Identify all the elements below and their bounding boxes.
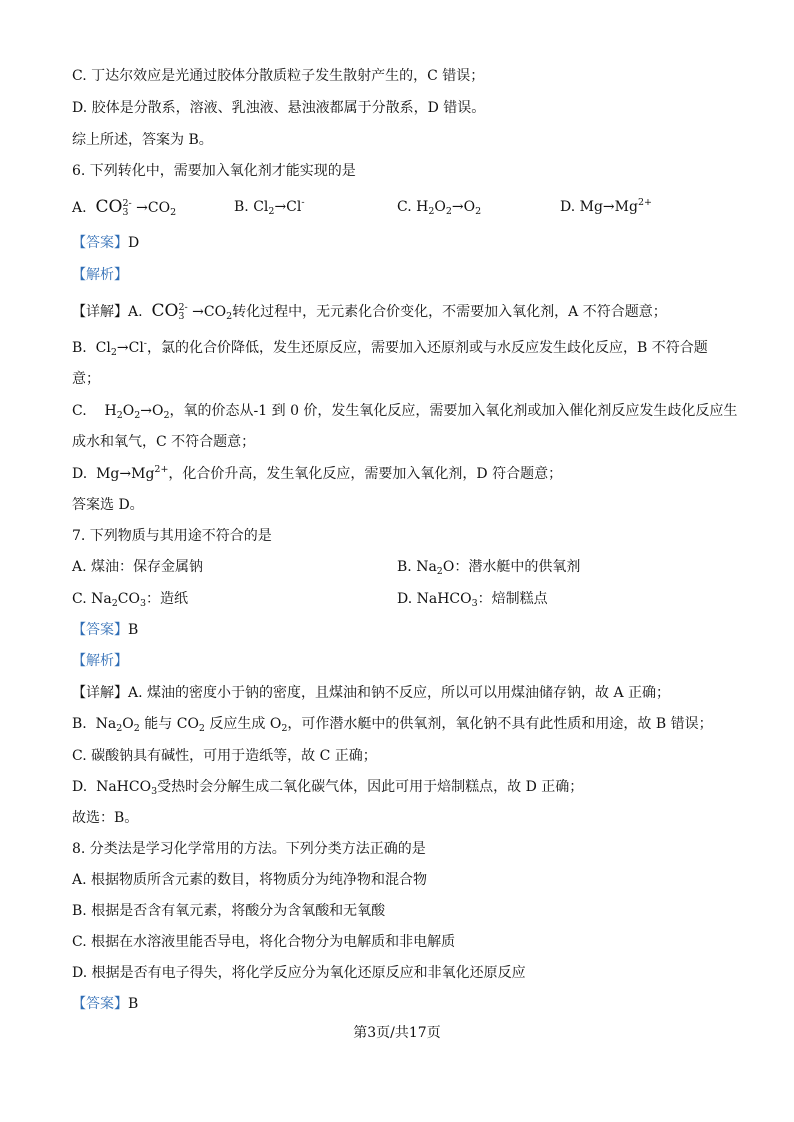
answer-line <box>72 620 722 640</box>
text-line: 意； <box>72 371 100 387</box>
detail-text: ，化合价升高，发生氧化反应，需要加入氧化剂，D 符合题意； <box>168 466 563 482</box>
option-b: B. 根据是否含有氧元素，将酸分为含氧酸和无氧酸 <box>72 903 386 919</box>
text-line: C. 丁达尔效应是光通过胶体分散质粒子发生散射产生的，C 错误； <box>72 68 485 84</box>
analysis-tag: 【解析】 <box>72 267 128 283</box>
text-line: D. 胶体是分散系，溶液、乳浊液、悬浊液都属于分散系，D 错误。 <box>72 100 486 116</box>
question-7: 7. 下列物质与其用途不符合的是 <box>72 528 272 544</box>
detail-tag: 【详解】 <box>72 304 128 320</box>
answer-value: B <box>128 996 139 1012</box>
detail-line <box>72 683 722 703</box>
detail-line: B. $Na_2O_2$ 能与 $CO_2$ 反应生成 $O_2$，可作潜水艇中的供氧剂，氧化钠不具有此性质和用途，故 B 错误； <box>72 716 713 734</box>
answer-line <box>72 233 722 253</box>
question-6: 6. 下列转化中，需要加入氧化剂才能实现的是 <box>72 163 356 179</box>
option-a: A. 煤油：保存金属钠 <box>72 559 204 575</box>
detail-line: D. $Mg\to Mg^{2+}$，化合价升高，发生氧化反应，需要加入氧化剂，D 符合题意； <box>72 464 563 482</box>
detail-text: 受热时会分解生成二氧化碳气体，因此可用于焙制糕点，故 D 正确； <box>157 779 584 795</box>
option-b: B. $Cl_2\to Cl^-$ <box>234 197 305 217</box>
detail-line: 【详解】A. $CO_3^{2-} \to CO_2$转化过程中，无元素化合价变化，不需要加入氧化剂，A 不符合题意； <box>72 301 667 322</box>
text-line: 故选：B。 <box>72 810 139 826</box>
detail-text: ，氧的价态从-1 到 0 价，发生氧化反应，需要加入氧化剂或加入催化剂反应发生歧化反应生 <box>169 403 738 419</box>
text-line: 答案选 D。 <box>72 497 144 513</box>
detail-text: ，氯的化合价降低，发生还原反应，需要加入还原剂或与水反应发生歧化反应，B 不符合题 <box>147 340 708 356</box>
option-a: A. 根据物质所含元素的数目，将物质分为纯净物和混合物 <box>72 872 428 888</box>
question-6-options <box>72 197 722 219</box>
option-text: ：潜水艇中的供氧剂 <box>454 559 581 575</box>
answer-line <box>72 994 722 1014</box>
option-c: C. 根据在水溶液里能否导电，将化合物分为电解质和非电解质 <box>72 934 456 950</box>
answer-value: B <box>128 622 139 638</box>
detail-line: C. $H_2O_2\to O_2$，氧的价态从-1 到 0 价，发生氧化反应，需要加入氧化剂或加入催化剂反应发生歧化反应生 <box>72 403 738 421</box>
answer-tag: 【答案】 <box>72 996 128 1012</box>
detail-text: A. 煤油的密度小于钠的密度，且煤油和钠不反应，所以可以用煤油储存钠，故 A 正确； <box>128 685 671 701</box>
text-line: 成水和氧气，C 不符合题意； <box>72 434 256 450</box>
question-8: 8. 分类法是学习化学常用的方法。下列分类方法正确的是 <box>72 841 426 857</box>
option-d: D. $Mg\to Mg^{2+}$ <box>560 197 652 215</box>
page-footer: 第3页/共17页 <box>353 1025 441 1041</box>
option-text: ：造纸 <box>146 591 189 607</box>
detail-line: C. 碳酸钠具有碱性，可用于造纸等，故 C 正确； <box>72 748 377 764</box>
answer-value: D <box>128 235 140 251</box>
text-line: 综上所述，答案为 B。 <box>72 132 213 148</box>
answer-tag: 【答案】 <box>72 622 128 638</box>
answer-tag: 【答案】 <box>72 235 128 251</box>
option-d: D. NaHCO$_3$：焙制糕点 <box>397 591 548 609</box>
analysis-tag: 【解析】 <box>72 653 128 669</box>
detail-line: D. NaHCO$_3$受热时会分解生成二氧化碳气体，因此可用于焙制糕点，故 D 正确； <box>72 779 584 797</box>
detail-text: 转化过程中，无元素化合价变化，不需要加入氧化剂，A 不符合题意； <box>232 304 667 320</box>
option-c: C. $H_2O_2\to O_2$ <box>397 199 482 217</box>
option-d: D. 根据是否有电子得失，将化学反应分为氧化还原反应和非氧化还原反应 <box>72 965 526 981</box>
option-a: A. $CO_3^{2-} \to CO_2$ <box>72 197 177 218</box>
option-text: ：焙制糕点 <box>477 591 548 607</box>
detail-line: B. $Cl_2\to Cl^-$，氯的化合价降低，发生还原反应，需要加入还原剂或与水反应发生歧化反应，B 不符合题 <box>72 338 708 358</box>
option-b: B. $Na_2O$：潜水艇中的供氧剂 <box>397 559 581 577</box>
detail-text: ，可作潜水艇中的供氧剂，氧化钠不具有此性质和用途，故 B 错误； <box>287 716 713 732</box>
option-c: C. $Na_2CO_3$：造纸 <box>72 591 189 609</box>
detail-tag: 【详解】 <box>72 685 128 701</box>
